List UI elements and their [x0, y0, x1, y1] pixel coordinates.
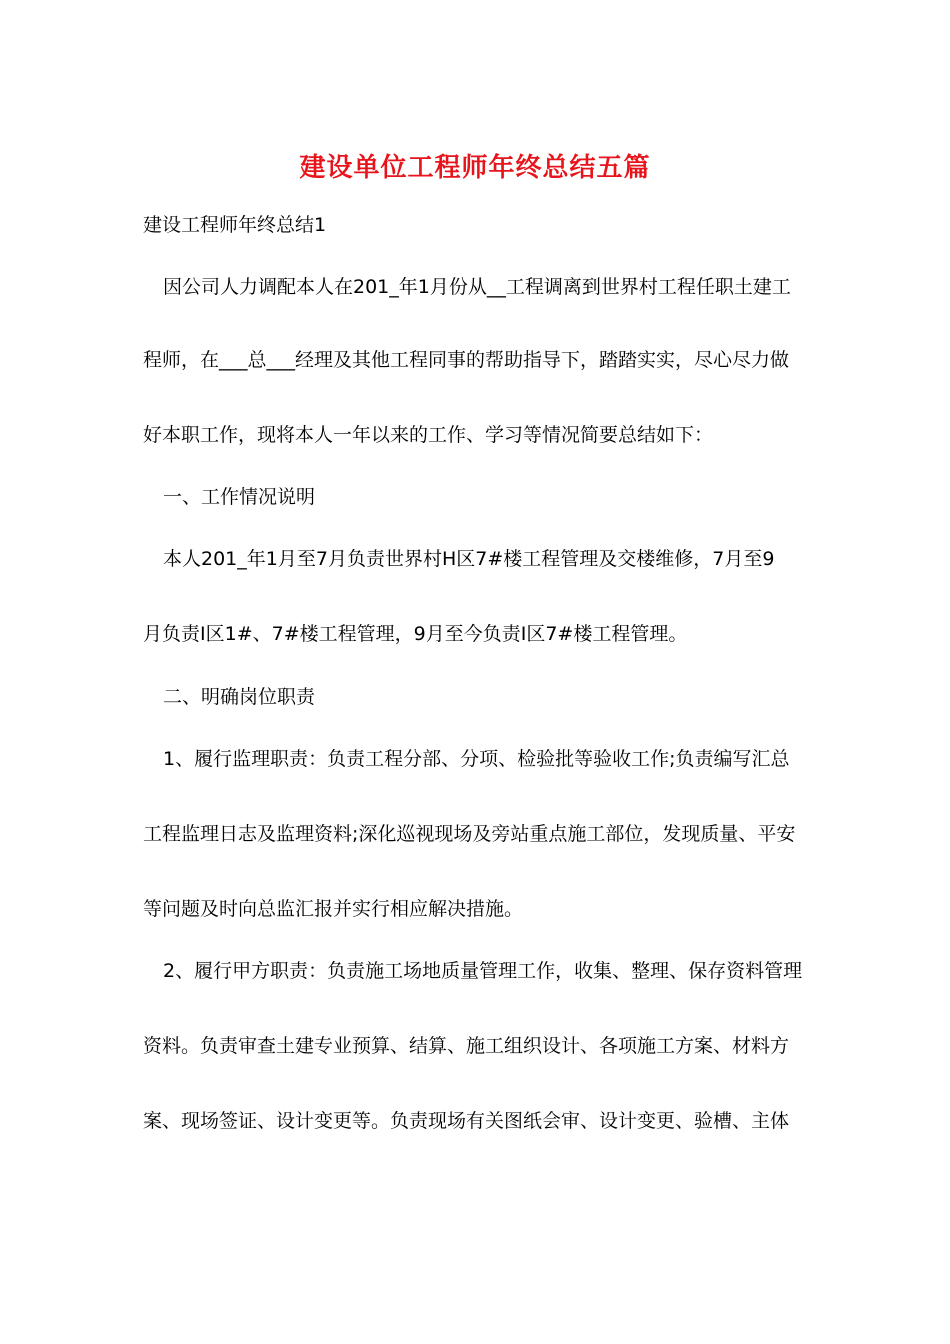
- paragraph-line: 好本职工作，现将本人一年以来的工作、学习等情况简要总结如下：: [143, 424, 714, 446]
- section-heading: 建设工程师年终总结1: [143, 214, 327, 236]
- paragraph-line: 2、履行甲方职责：负责施工场地质量管理工作，收集、整理、保存资料管理: [163, 960, 803, 982]
- section-heading: 一、工作情况说明: [163, 486, 316, 508]
- paragraph-line: 案、现场签证、设计变更等。负责现场有关图纸会审、设计变更、验槽、主体: [143, 1110, 790, 1132]
- paragraph-line: 程师，在___总___经理及其他工程同事的帮助指导下，踏踏实实，尽心尽力做: [143, 349, 790, 371]
- paragraph-line: 等问题及时向总监汇报并实行相应解决措施。: [143, 898, 524, 920]
- paragraph-line: 资料。负责审查土建专业预算、结算、施工组织设计、各项施工方案、材料方: [143, 1035, 790, 1057]
- paragraph-line: 因公司人力调配本人在201_年1月份从__工程调离到世界村工程任职土建工: [163, 276, 791, 298]
- paragraph-line: 月负责I区1#、7#楼工程管理，9月至今负责I区7#楼工程管理。: [143, 623, 688, 645]
- paragraph-line: 工程监理日志及监理资料;深化巡视现场及旁站重点施工部位，发现质量、平安: [143, 823, 796, 845]
- paragraph-line: 1、履行监理职责：负责工程分部、分项、检验批等验收工作;负责编写汇总: [163, 748, 790, 770]
- section-heading: 二、明确岗位职责: [163, 686, 316, 708]
- paragraph-line: 本人201_年1月至7月负责世界村H区7#楼工程管理及交楼维修，7月至9: [163, 548, 775, 570]
- document-title: 建设单位工程师年终总结五篇: [299, 153, 651, 183]
